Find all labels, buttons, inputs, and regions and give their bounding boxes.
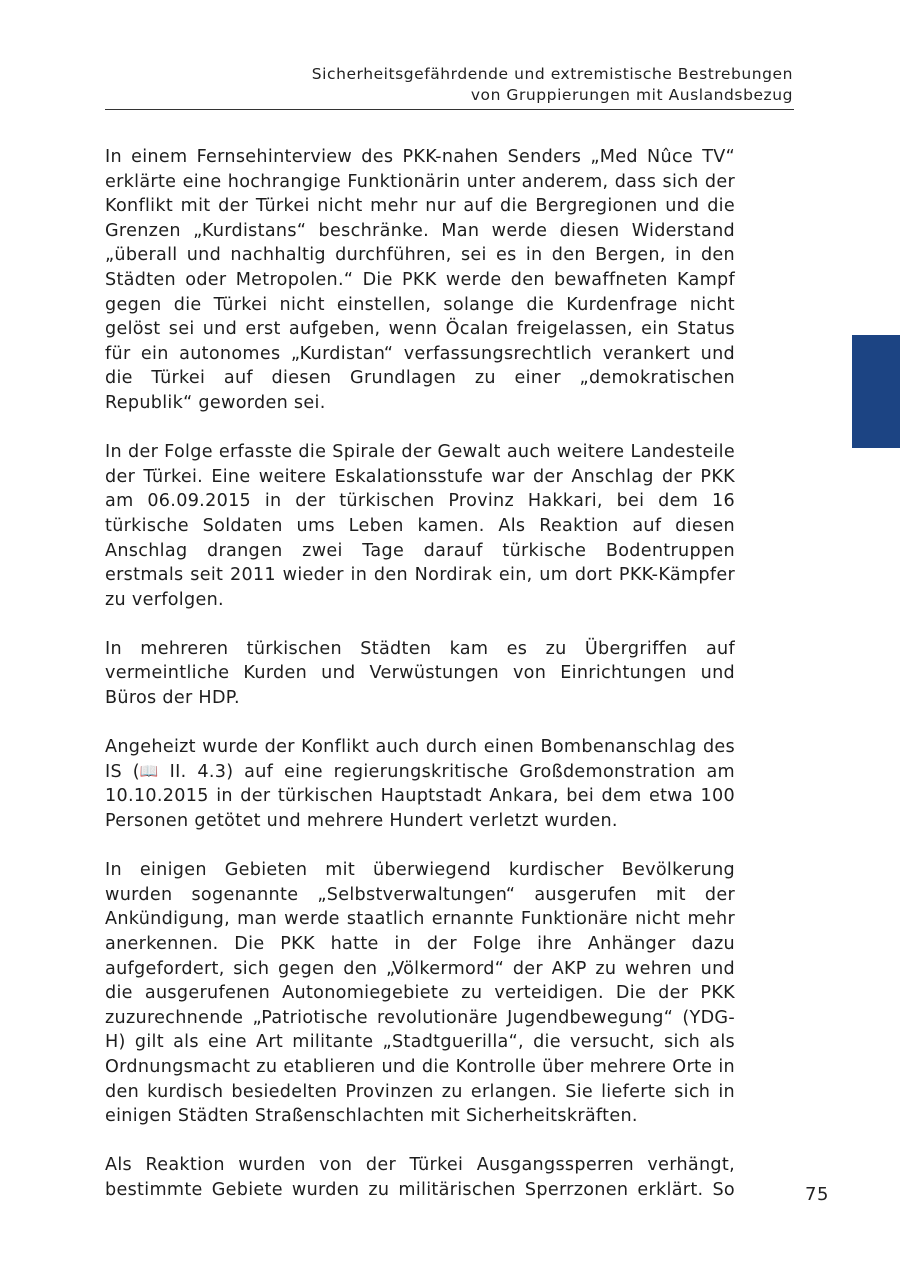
chapter-tab-marker [852,335,900,448]
paragraph-4 [105,735,735,833]
paragraph-3: In mehreren türkischen Städten kam es zu Übergriffen auf vermeintliche Kurden und Verwüstungen von Einrichtungen und Büros der HDP. [105,638,735,709]
paragraph-1: In einem Fernsehinterview des PKK-nahen Senders „Med Nûce TV“ erklärte eine hochrangige Funktionärin unter anderem, dass sich der Konflikt mit der Türkei nicht mehr nur auf die Bergregionen und die Grenzen „Kurdistans“ beschränke. Man werde diesen Widerstand „überall und nachhaltig durchführen, sei es in den Bergen, in den Städten oder Metropolen.“ Die PKK werde den bewaffneten Kampf gegen die Türkei nicht einstellen, solange die Kurdenfrage nicht gelöst sei und erst aufgeben, wenn Öcalan freigelassen, ein Status für ein autonomes „Kurdistan“ verfassungsrechtlich verankert und die Türkei auf diesen Grundlagen zu einer „demokratischen Republik“ geworden sei. [105,147,735,413]
body-text [105,145,735,1203]
book-reference-icon: 📖 [139,761,159,780]
paragraph-6: Als Reaktion wurden von der Türkei Ausgangssperren verhängt, bestimmte Gebiete wurden zu militärischen Sperrzonen erklärt. So [105,1155,735,1200]
header-rule [105,109,794,110]
paragraph-5: In einigen Gebieten mit überwiegend kurdischer Bevölkerung wurden sogenannte „Selbstverwaltungen“ ausgerufen mit der Ankündigung, man werde staatlich ernannte Funktionäre nicht mehr anerkennen. Die PKK hatte in der Folge ihre Anhänger dazu aufgefordert, sich gegen den „Völkermord“ der AKP zu wehren und die ausgerufenen Autonomiegebiete zu verteidigen. Die der PKK zuzurechnende „Patriotische revolutionäre Jugendbewegung“ (YDG-H) gilt als eine Art militante „Stadtguerilla“, die versucht, sich als Ordnungsmacht zu etablieren und die Kontrolle über mehrere Orte in den kurdisch besiedelten Provinzen zu erlangen. Sie lieferte sich in einigen Städten Straßenschlachten mit Sicherheitskräften. [105,860,735,1127]
paragraph-4-part-2: II. 4.3) auf eine regierungskritische Großdemonstration am 10.10.2015 in der türkischen Hauptstadt Ankara, bei dem etwa 100 Personen getötet und mehrere Hundert verletzt wurden. [105,761,735,832]
header-line-1: Sicherheitsgefährdende und extremistische Bestrebungen [311,65,793,83]
page-number: 75 [805,1184,829,1205]
header-line-2: von Gruppierungen mit Auslandsbezug [470,86,793,104]
paragraph-2: In der Folge erfasste die Spirale der Gewalt auch weitere Landesteile der Türkei. Eine weitere Eskalationsstufe war der Anschlag der PKK am 06.09.2015 in der türkischen Provinz Hakkari, bei dem 16 türkische Soldaten ums Leben kamen. Als Reaktion auf diesen Anschlag drangen zwei Tage darauf türkische Bodentruppen erstmals seit 2011 wieder in den Nordirak ein, um dort PKK-Kämpfer zu verfolgen. [105,442,735,610]
paragraph-4-part-1: Angeheizt wurde der Konflikt auch durch einen Bombenanschlag des IS ( [105,737,735,782]
running-header [105,64,793,106]
